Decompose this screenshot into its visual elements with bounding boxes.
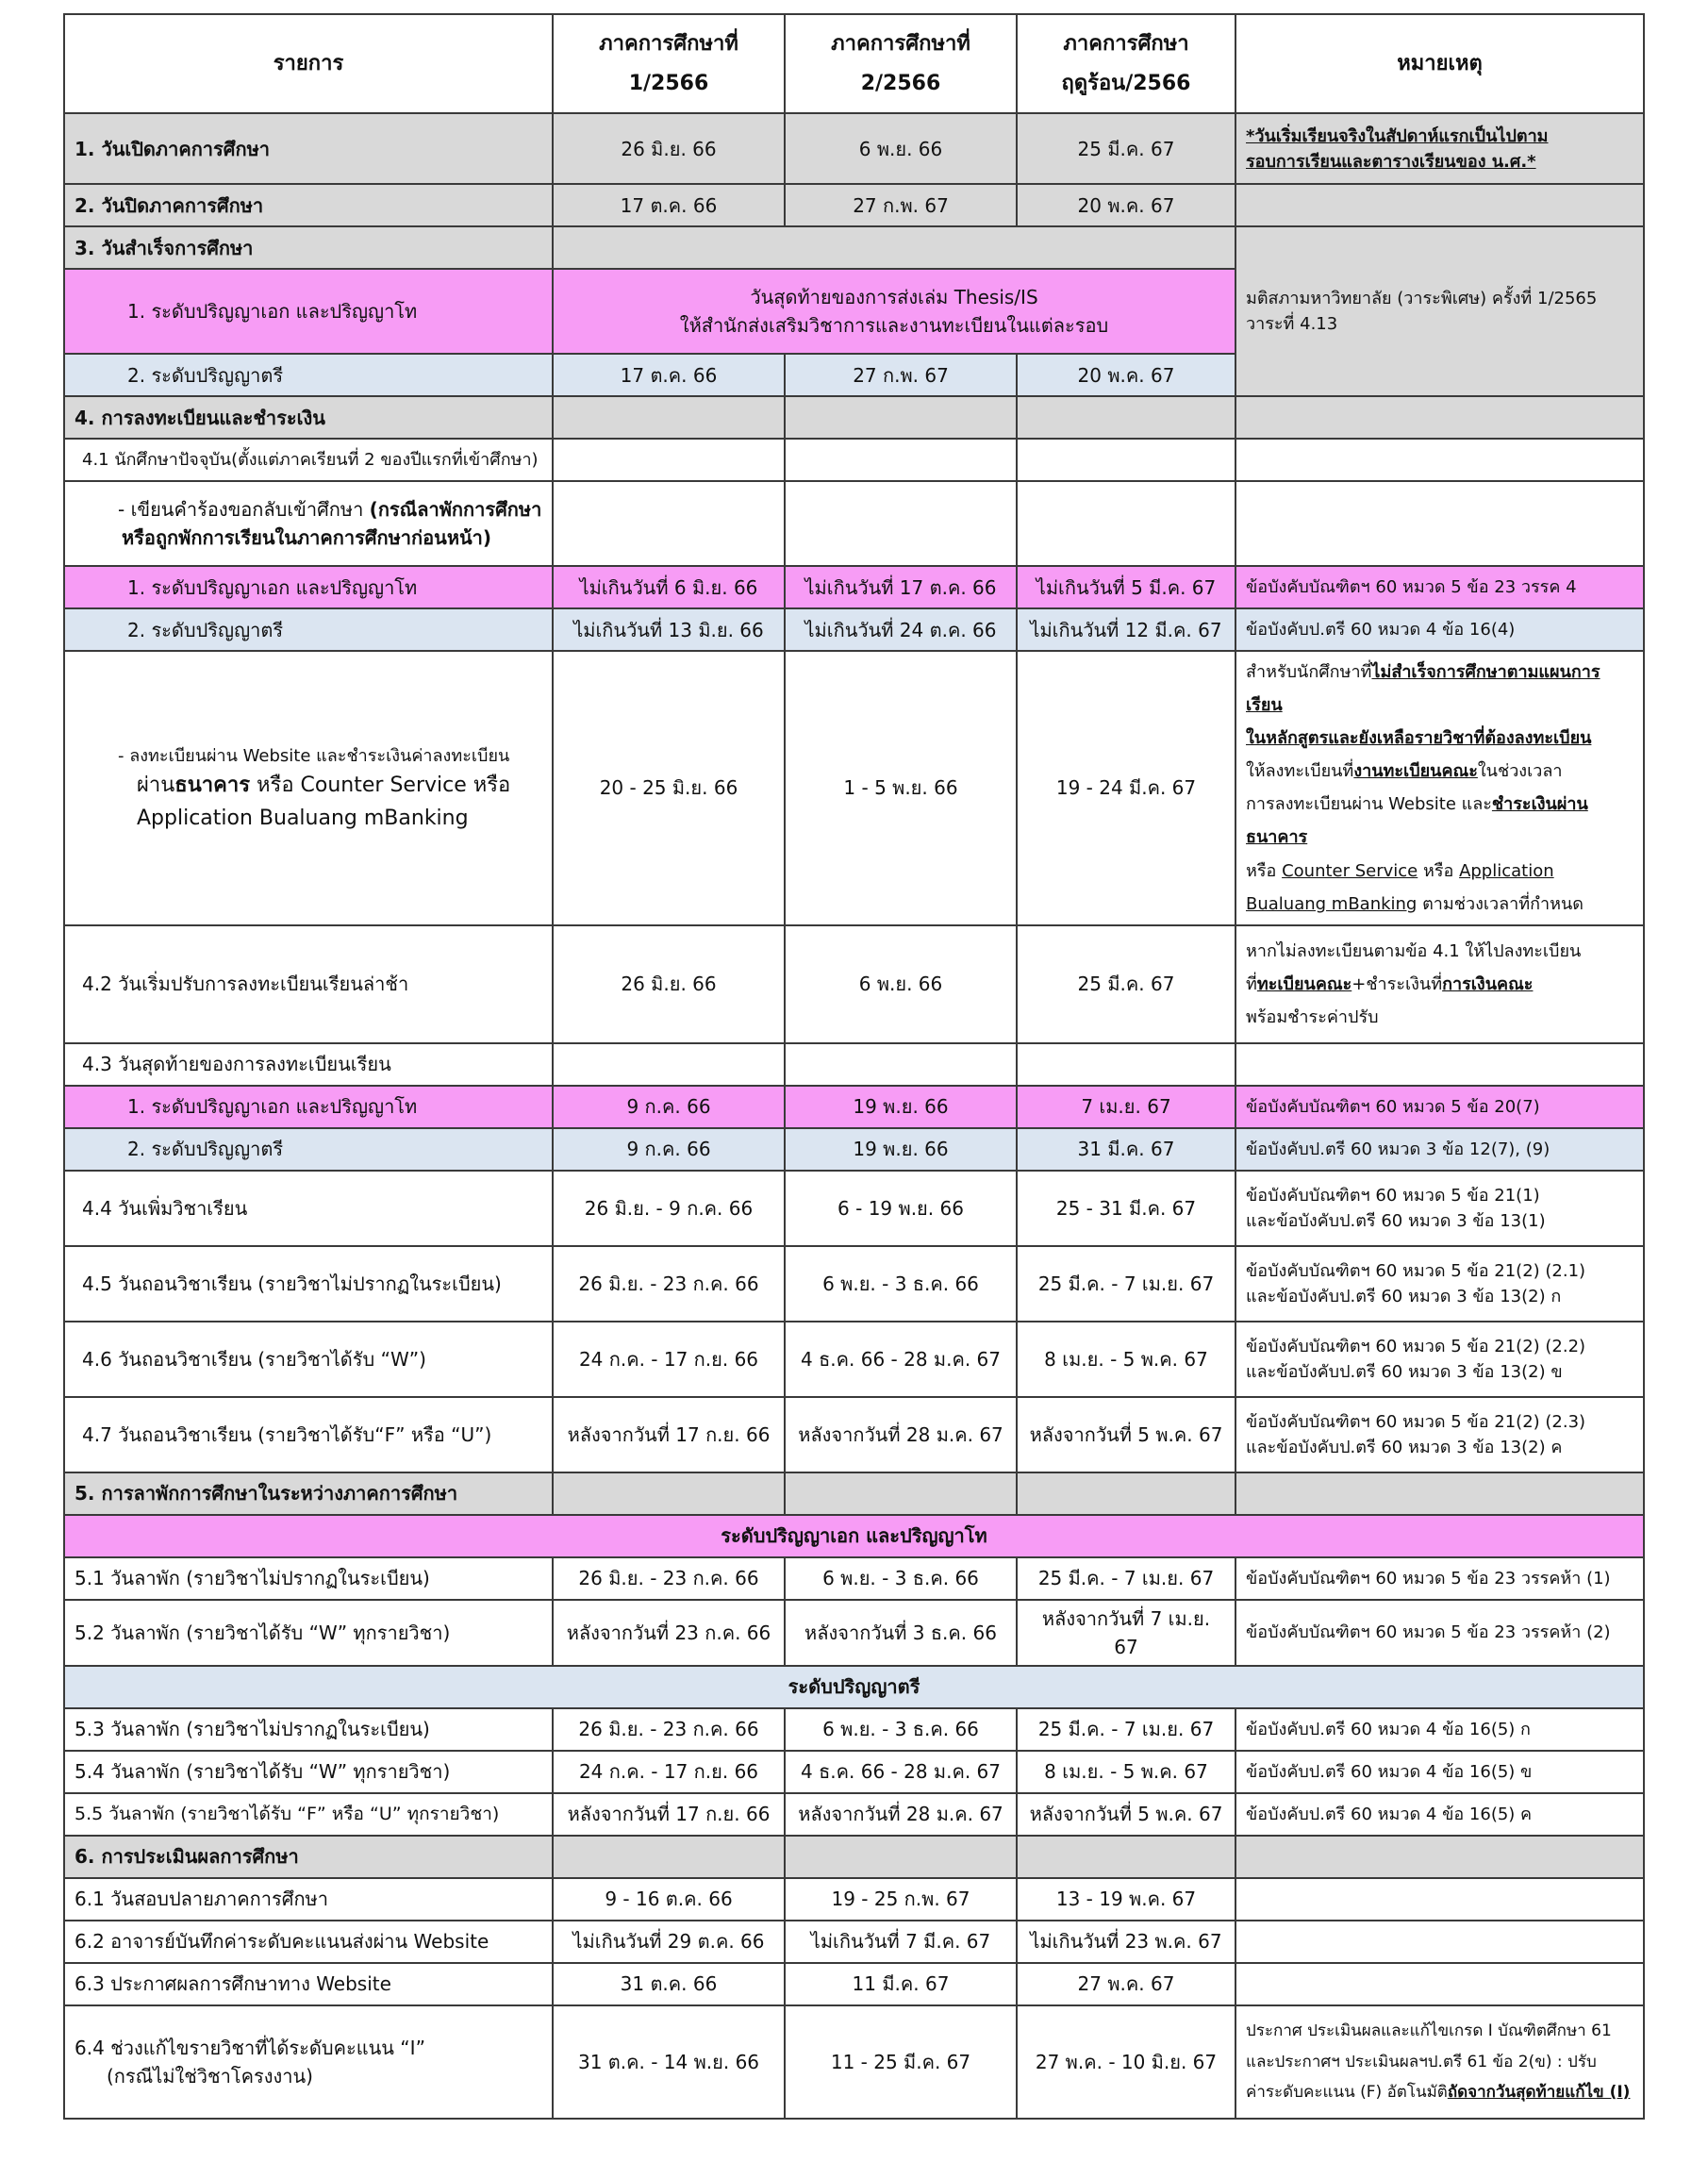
header-semester-2: ภาคการศึกษาที่ 2/2566 [785, 14, 1017, 113]
cell-sem1: ไม่เกินวันที่ 13 มิ.ย. 66 [553, 608, 785, 651]
row-label: 4.7 วันถอนวิชาเรียน (รายวิชาได้รับ“F” หรือ “U”) [64, 1397, 553, 1472]
cell-remark: ข้อบังคับบัณฑิตฯ 60 หมวด 5 ข้อ 21(2) (2.1) และข้อบังคับป.ตรี 60 หมวด 3 ข้อ 13(2) ก [1235, 1246, 1644, 1322]
cell-sem3: ไม่เกินวันที่ 12 มี.ค. 67 [1017, 608, 1235, 651]
cell-sem1: 20 - 25 มิ.ย. 66 [553, 651, 785, 925]
cell-remark: ข้อบังคับป.ตรี 60 หมวด 4 ข้อ 16(4) [1235, 608, 1644, 651]
header-semester-1: ภาคการศึกษาที่ 1/2566 [553, 14, 785, 113]
cell-grad-value: วันสุดท้ายของการส่งเล่ม Thesis/IS ให้สำนักส่งเสริมวิชาการและงานทะเบียนในแต่ละรอบ [553, 269, 1235, 354]
row-label: 2. ระดับปริญญาตรี [64, 608, 553, 651]
row-label: 2. ระดับปริญญาตรี [64, 354, 553, 396]
cell-sem1: 31 ต.ค. 66 [553, 1963, 785, 2005]
cell-remark: ข้อบังคับบัณฑิตฯ 60 หมวด 5 ข้อ 23 วรรค 4 [1235, 566, 1644, 608]
cell-sem2: 11 มี.ค. 67 [785, 1963, 1017, 2005]
cell-sem2: 6 พ.ย. - 3 ธ.ค. 66 [785, 1246, 1017, 1322]
header-remark: หมายเหตุ [1235, 14, 1644, 113]
cell-remark [1235, 1878, 1644, 1921]
cell-remark [1235, 396, 1644, 439]
cell-sem1: 17 ต.ค. 66 [553, 354, 785, 396]
cell-sem1: ไม่เกินวันที่ 29 ต.ค. 66 [553, 1921, 785, 1963]
cell-sem2 [785, 396, 1017, 439]
cell-sem3: ไม่เกินวันที่ 5 มี.ค. 67 [1017, 566, 1235, 608]
row-label: 6.3 ประกาศผลการศึกษาทาง Website [64, 1963, 553, 2005]
table-row [64, 1600, 1644, 1666]
row-label: 6.1 วันสอบปลายภาคการศึกษา [64, 1878, 553, 1921]
row-label: 1. ระดับปริญญาเอก และปริญญาโท [64, 566, 553, 608]
cell-sem2: ไม่เกินวันที่ 17 ต.ค. 66 [785, 566, 1017, 608]
row-label: 1. ระดับปริญญาเอก และปริญญาโท [64, 1086, 553, 1128]
row-label: 5. การลาพักการศึกษาในระหว่างภาคการศึกษา [64, 1472, 553, 1515]
cell-sem1: 17 ต.ค. 66 [553, 184, 785, 226]
cell-remark: ข้อบังคับป.ตรี 60 หมวด 4 ข้อ 16(5) ก [1235, 1708, 1644, 1751]
row-label: 5.1 วันลาพัก (รายวิชาไม่ปรากฏในระเบียน) [64, 1557, 553, 1600]
table-row [64, 1751, 1644, 1793]
cell-sem2: 4 ธ.ค. 66 - 28 ม.ค. 67 [785, 1322, 1017, 1397]
cell-sem3: 27 พ.ค. 67 [1017, 1963, 1235, 2005]
row-label: 6.2 อาจารย์บันทึกค่าระดับคะแนนส่งผ่าน Website [64, 1921, 553, 1963]
cell-remark: ข้อบังคับบัณฑิตฯ 60 หมวด 5 ข้อ 21(1) และข้อบังคับป.ตรี 60 หมวด 3 ข้อ 13(1) [1235, 1171, 1644, 1246]
cell-sem3: 27 พ.ค. - 10 มิ.ย. 67 [1017, 2005, 1235, 2119]
cell-remark [1235, 184, 1644, 226]
table-row [64, 1708, 1644, 1751]
cell-remark: ประกาศ ประเมินผลและแก้ไขเกรด I บัณฑิตศึกษา 61 และประกาศฯ ประเมินผลฯป.ตรี 61 ข้อ 2(ข) : ปรับ ค่าระดับคะแนน (F) อัตโนมัติถัดจากวันสุดท้ายแก้ไข (I) [1235, 2005, 1644, 2119]
table-row [64, 1171, 1644, 1246]
table-row [64, 651, 1644, 925]
table-row [64, 439, 1644, 481]
table-row [64, 1921, 1644, 1963]
row-label: 4.6 วันถอนวิชาเรียน (รายวิชาได้รับ “W”) [64, 1322, 553, 1397]
cell-sem3: 20 พ.ค. 67 [1017, 354, 1235, 396]
cell-sem1: 9 ก.ค. 66 [553, 1086, 785, 1128]
section-header-row [64, 1515, 1644, 1557]
cell-sem2: 6 - 19 พ.ย. 66 [785, 1171, 1017, 1246]
row-label: 6. การประเมินผลการศึกษา [64, 1836, 553, 1878]
cell-sem2: 19 พ.ย. 66 [785, 1086, 1017, 1128]
academic-calendar-table [63, 13, 1645, 2120]
cell-sem3: หลังจากวันที่ 5 พ.ค. 67 [1017, 1793, 1235, 1836]
cell-sem3: 25 - 31 มี.ค. 67 [1017, 1171, 1235, 1246]
table-row [64, 1322, 1644, 1397]
cell-sem2: 19 พ.ย. 66 [785, 1128, 1017, 1171]
row-label: 1. วันเปิดภาคการศึกษา [64, 113, 553, 184]
cell-sem1: 24 ก.ค. - 17 ก.ย. 66 [553, 1751, 785, 1793]
table-row [64, 1878, 1644, 1921]
cell-sem3: ไม่เกินวันที่ 23 พ.ค. 67 [1017, 1921, 1235, 1963]
cell-remark: มติสภามหาวิทยาลัย (วาระพิเศษ) ครั้งที่ 1/2565 วาระที่ 4.13 [1235, 226, 1644, 396]
cell-remark: ข้อบังคับบัณฑิตฯ 60 หมวด 5 ข้อ 20(7) [1235, 1086, 1644, 1128]
row-label: 4.5 วันถอนวิชาเรียน (รายวิชาไม่ปรากฏในระเบียน) [64, 1246, 553, 1322]
row-label: - เขียนคำร้องขอกลับเข้าศึกษา (กรณีลาพักการศึกษา หรือถูกพักการเรียนในภาคการศึกษาก่อนหน้า) [64, 481, 553, 566]
cell-sem3: 8 เม.ย. - 5 พ.ค. 67 [1017, 1751, 1235, 1793]
cell-remark: ข้อบังคับป.ตรี 60 หมวด 4 ข้อ 16(5) ข [1235, 1751, 1644, 1793]
cell-remark: ข้อบังคับป.ตรี 60 หมวด 3 ข้อ 12(7), (9) [1235, 1128, 1644, 1171]
row-label: 5.3 วันลาพัก (รายวิชาไม่ปรากฏในระเบียน) [64, 1708, 553, 1751]
header-item: รายการ [64, 14, 553, 113]
cell-sem2: 6 พ.ย. 66 [785, 925, 1017, 1043]
cell-sem1: 26 มิ.ย. 66 [553, 925, 785, 1043]
table-row [64, 481, 1644, 566]
row-label: 2. วันปิดภาคการศึกษา [64, 184, 553, 226]
cell-sem1: 9 - 16 ต.ค. 66 [553, 1878, 785, 1921]
cell-remark [1235, 1963, 1644, 2005]
cell-sem3: 8 เม.ย. - 5 พ.ค. 67 [1017, 1322, 1235, 1397]
cell-sem1: 24 ก.ค. - 17 ก.ย. 66 [553, 1322, 785, 1397]
cell-sem3: 7 เม.ย. 67 [1017, 1086, 1235, 1128]
cell-remark [1235, 1921, 1644, 1963]
cell-sem1: หลังจากวันที่ 17 ก.ย. 66 [553, 1793, 785, 1836]
row-label: 4.2 วันเริ่มปรับการลงทะเบียนเรียนล่าช้า [64, 925, 553, 1043]
cell-sem2: 1 - 5 พ.ย. 66 [785, 651, 1017, 925]
section-header-row [64, 1666, 1644, 1708]
row-label: 1. ระดับปริญญาเอก และปริญญาโท [64, 269, 553, 354]
table-row [64, 396, 1644, 439]
cell-sem2: 11 - 25 มี.ค. 67 [785, 2005, 1017, 2119]
cell-sem3: หลังจากวันที่ 5 พ.ค. 67 [1017, 1397, 1235, 1472]
cell-sem1: 26 มิ.ย. 66 [553, 113, 785, 184]
cell-sem2: 19 - 25 ก.พ. 67 [785, 1878, 1017, 1921]
cell-sem1: ไม่เกินวันที่ 6 มิ.ย. 66 [553, 566, 785, 608]
cell-sem2: หลังจากวันที่ 28 ม.ค. 67 [785, 1397, 1017, 1472]
table-row [64, 1246, 1644, 1322]
cell-sem3: 25 มี.ค. 67 [1017, 113, 1235, 184]
cell-sem2: ไม่เกินวันที่ 7 มี.ค. 67 [785, 1921, 1017, 1963]
table-row [64, 226, 1644, 269]
cell-sem1 [553, 396, 785, 439]
cell-sem3: 13 - 19 พ.ค. 67 [1017, 1878, 1235, 1921]
row-label: 4.1 นักศึกษาปัจจุบัน(ตั้งแต่ภาคเรียนที่ 2 ของปีแรกที่เข้าศึกษา) [64, 439, 553, 481]
cell-sem1: 26 มิ.ย. - 23 ก.ค. 66 [553, 1246, 785, 1322]
cell-remark: สำหรับนักศึกษาที่ไม่สำเร็จการศึกษาตามแผนการเรียน ในหลักสูตรและยังเหลือรายวิชาที่ต้องลงทะเบียน ให้ลงทะเบียนที่งานทะเบียนคณะในช่วงเวลา การลงทะเบียนผ่าน Website และชำระเงินผ่านธนาคาร หรือ Counter Service หรือ Application Bualuang mBanking ตามช่วงเวลาที่กำหนด [1235, 651, 1644, 925]
cell-remark: ข้อบังคับป.ตรี 60 หมวด 4 ข้อ 16(5) ค [1235, 1793, 1644, 1836]
table-row [64, 1836, 1644, 1878]
table-row [64, 184, 1644, 226]
row-label: 3. วันสำเร็จการศึกษา [64, 226, 553, 269]
row-label: 2. ระดับปริญญาตรี [64, 1128, 553, 1171]
cell-sem3: 25 มี.ค. 67 [1017, 925, 1235, 1043]
cell-sem3: 25 มี.ค. - 7 เม.ย. 67 [1017, 1557, 1235, 1600]
row-label: 5.4 วันลาพัก (รายวิชาได้รับ “W” ทุกรายวิชา) [64, 1751, 553, 1793]
table-row [64, 1043, 1644, 1086]
cell-sem3: 25 มี.ค. - 7 เม.ย. 67 [1017, 1246, 1235, 1322]
cell-sem2: 27 ก.พ. 67 [785, 184, 1017, 226]
row-label: 4.3 วันสุดท้ายของการลงทะเบียนเรียน [64, 1043, 553, 1086]
cell-remark: ข้อบังคับบัณฑิตฯ 60 หมวด 5 ข้อ 23 วรรคห้า (2) [1235, 1600, 1644, 1666]
row-label: 5.2 วันลาพัก (รายวิชาได้รับ “W” ทุกรายวิชา) [64, 1600, 553, 1666]
cell-sem2: 6 พ.ย. - 3 ธ.ค. 66 [785, 1557, 1017, 1600]
cell-sem3: 25 มี.ค. - 7 เม.ย. 67 [1017, 1708, 1235, 1751]
cell-remark: ข้อบังคับบัณฑิตฯ 60 หมวด 5 ข้อ 21(2) (2.3) และข้อบังคับป.ตรี 60 หมวด 3 ข้อ 13(2) ค [1235, 1397, 1644, 1472]
cell-sem1: 26 มิ.ย. - 9 ก.ค. 66 [553, 1171, 785, 1246]
table-row [64, 1397, 1644, 1472]
table-row [64, 113, 1644, 184]
cell-sem3: 31 มี.ค. 67 [1017, 1128, 1235, 1171]
row-label: 4. การลงทะเบียนและชำระเงิน [64, 396, 553, 439]
table-row [64, 1963, 1644, 2005]
header-row [64, 14, 1644, 113]
row-label: 6.4 ช่วงแก้ไขรายวิชาที่ได้ระดับคะแนน “I” (กรณีไม่ใช่วิชาโครงงาน) [64, 2005, 553, 2119]
table-row [64, 1793, 1644, 1836]
cell-sem3: หลังจากวันที่ 7 เม.ย. 67 [1017, 1600, 1235, 1666]
table-row [64, 1128, 1644, 1171]
ug-section-header: ระดับปริญญาตรี [64, 1666, 1644, 1708]
cell-sem3: 19 - 24 มี.ค. 67 [1017, 651, 1235, 925]
table-row [64, 608, 1644, 651]
table-row [64, 1557, 1644, 1600]
table-row [64, 2005, 1644, 2119]
cell-sem1: หลังจากวันที่ 23 ก.ค. 66 [553, 1600, 785, 1666]
row-label: - ลงทะเบียนผ่าน Website และชำระเงินค่าลงทะเบียน ผ่านธนาคาร หรือ Counter Service หรือ Application Bualuang mBanking [64, 651, 553, 925]
cell-sem2: ไม่เกินวันที่ 24 ต.ค. 66 [785, 608, 1017, 651]
cell-sem1: 31 ต.ค. - 14 พ.ย. 66 [553, 2005, 785, 2119]
cell-sem2: หลังจากวันที่ 28 ม.ค. 67 [785, 1793, 1017, 1836]
cell-remark: ข้อบังคับบัณฑิตฯ 60 หมวด 5 ข้อ 21(2) (2.2) และข้อบังคับป.ตรี 60 หมวด 3 ข้อ 13(2) ข [1235, 1322, 1644, 1397]
cell-remark: ข้อบังคับบัณฑิตฯ 60 หมวด 5 ข้อ 23 วรรคห้า (1) [1235, 1557, 1644, 1600]
cell-sem2: 4 ธ.ค. 66 - 28 ม.ค. 67 [785, 1751, 1017, 1793]
table-row [64, 566, 1644, 608]
grad-section-header: ระดับปริญญาเอก และปริญญาโท [64, 1515, 1644, 1557]
cell-sem2: หลังจากวันที่ 3 ธ.ค. 66 [785, 1600, 1017, 1666]
table-row [64, 925, 1644, 1043]
cell-sem1: 9 ก.ค. 66 [553, 1128, 785, 1171]
cell-sem2: 6 พ.ย. 66 [785, 113, 1017, 184]
cell-empty [553, 226, 1235, 269]
cell-remark: หากไม่ลงทะเบียนตามข้อ 4.1 ให้ไปลงทะเบียน ที่ทะเบียนคณะ+ชำระเงินที่การเงินคณะ พร้อมชำระค่าปรับ [1235, 925, 1644, 1043]
table-row [64, 1472, 1644, 1515]
cell-sem3: 20 พ.ค. 67 [1017, 184, 1235, 226]
cell-sem1: หลังจากวันที่ 17 ก.ย. 66 [553, 1397, 785, 1472]
cell-sem1: 26 มิ.ย. - 23 ก.ค. 66 [553, 1557, 785, 1600]
cell-sem2: 27 ก.พ. 67 [785, 354, 1017, 396]
cell-sem3 [1017, 396, 1235, 439]
row-label: 5.5 วันลาพัก (รายวิชาได้รับ “F” หรือ “U” ทุกรายวิชา) [64, 1793, 553, 1836]
table-row [64, 1086, 1644, 1128]
header-summer: ภาคการศึกษา ฤดูร้อน/2566 [1017, 14, 1235, 113]
cell-sem1: 26 มิ.ย. - 23 ก.ค. 66 [553, 1708, 785, 1751]
cell-sem2: 6 พ.ย. - 3 ธ.ค. 66 [785, 1708, 1017, 1751]
cell-remark: *วันเริ่มเรียนจริงในสัปดาห์แรกเป็นไปตาม รอบการเรียนและตารางเรียนของ น.ศ.* [1235, 113, 1644, 184]
row-label: 4.4 วันเพิ่มวิชาเรียน [64, 1171, 553, 1246]
